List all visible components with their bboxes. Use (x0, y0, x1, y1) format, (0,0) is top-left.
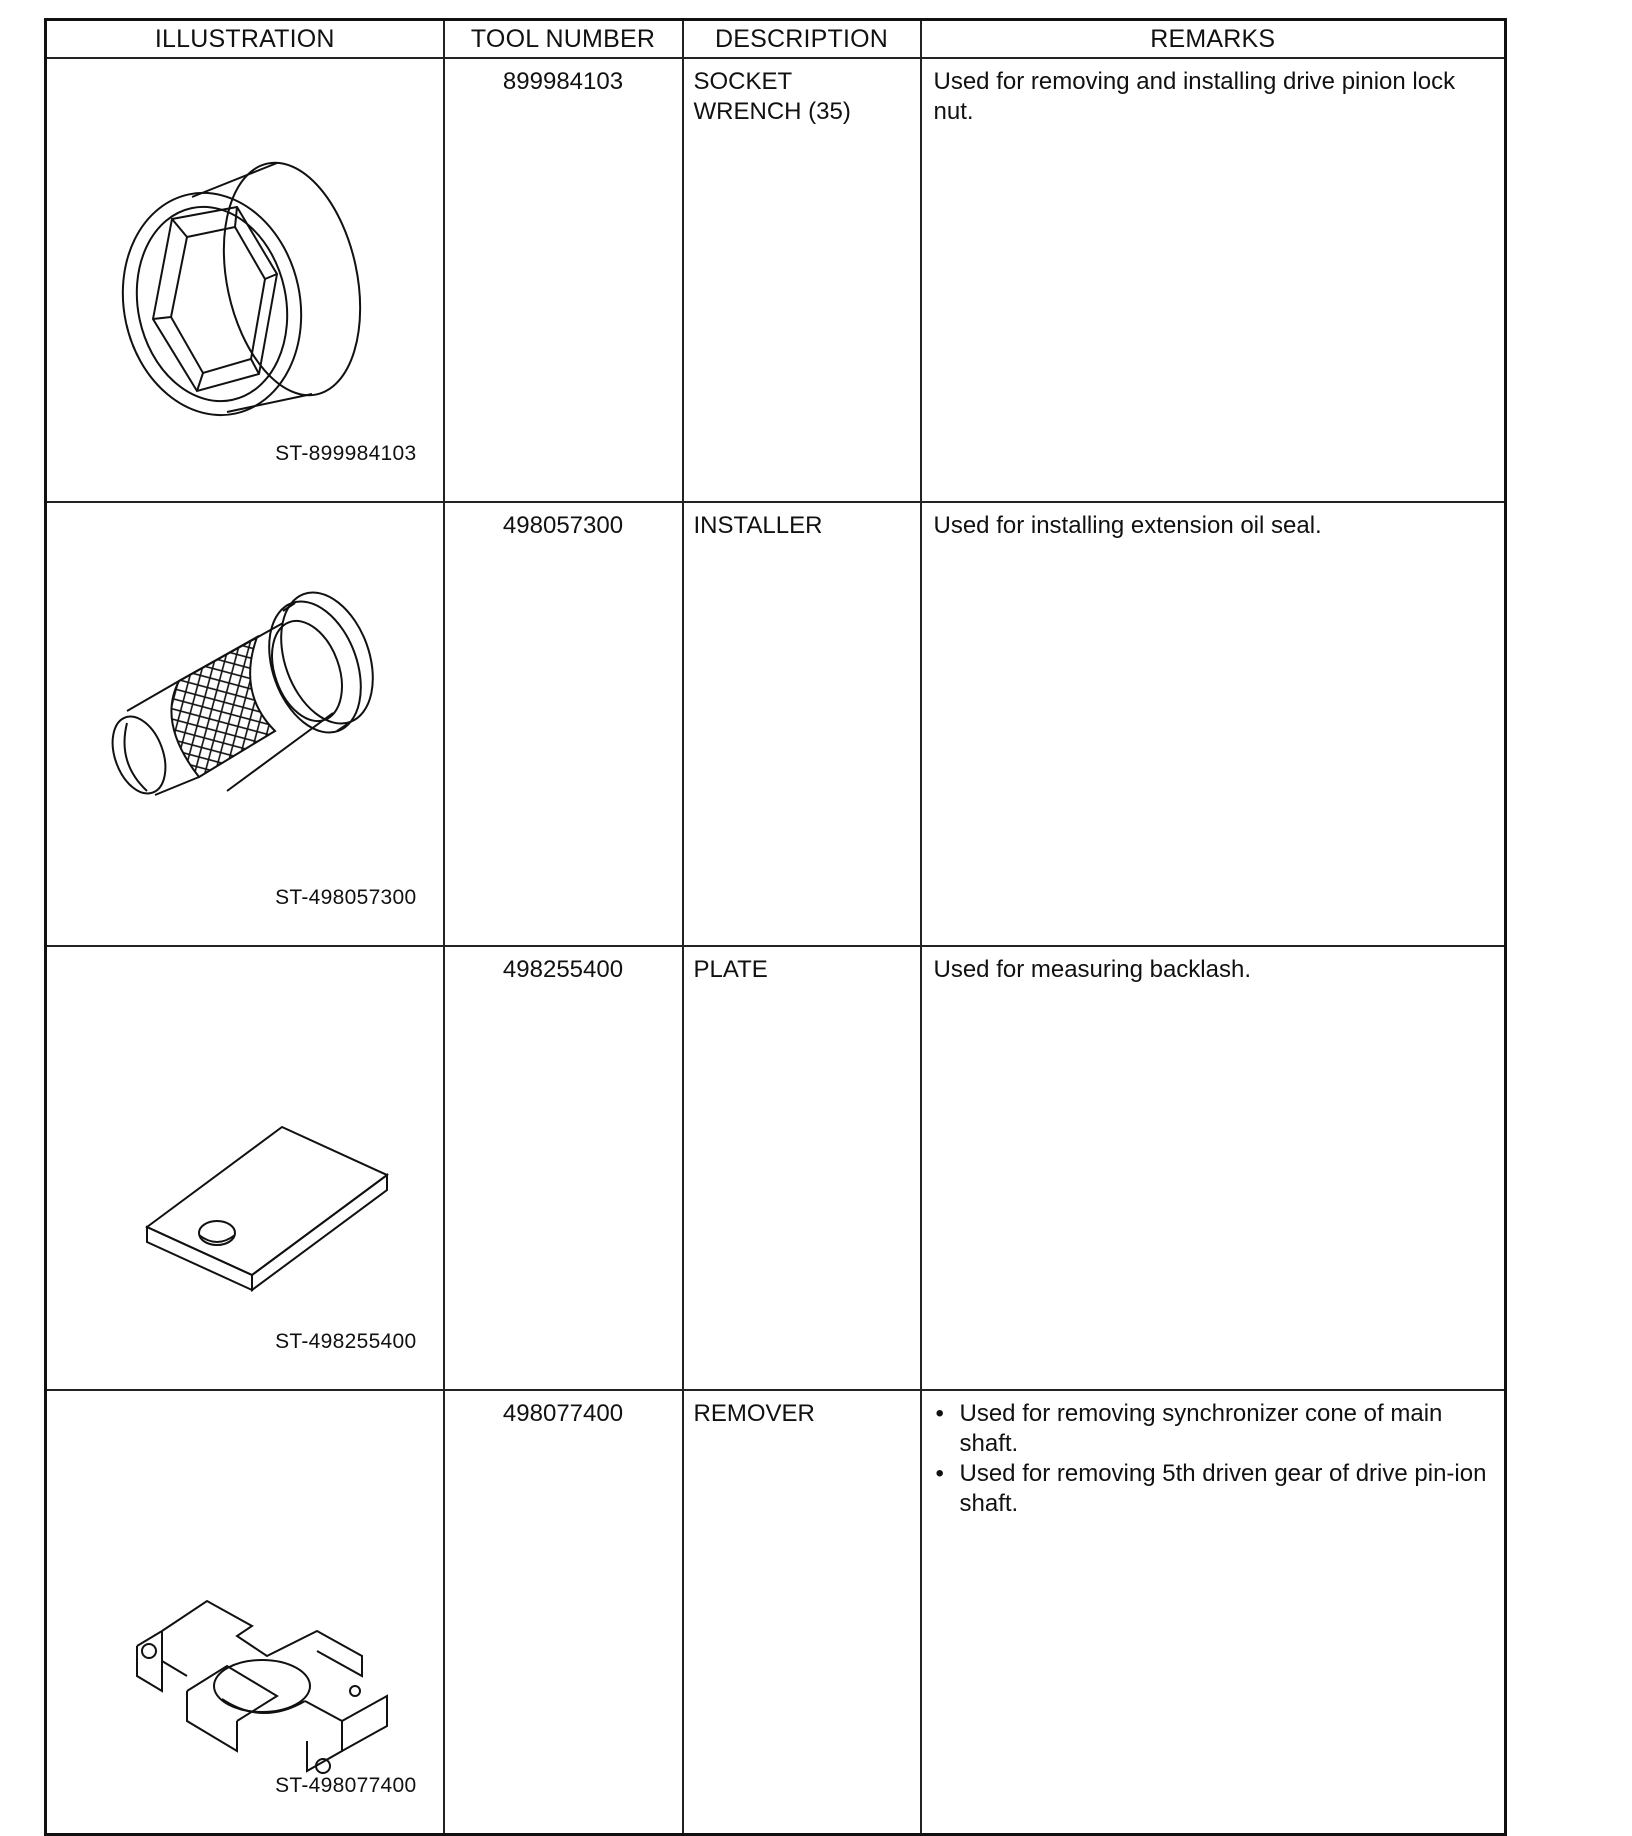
remark-text: Used for measuring backlash. (933, 956, 1251, 983)
description-cell (683, 502, 921, 946)
description-line: SOCKET (693, 68, 793, 95)
special-tools-sheet (44, 18, 1504, 1804)
header-tool-number: TOOL NUMBER (444, 20, 683, 59)
table-header-row (46, 20, 1506, 59)
remarks-cell (921, 946, 1506, 1390)
bullet-icon: • (935, 1400, 944, 1427)
installer-icon (87, 563, 407, 893)
remark-text: Used for installing extension oil seal. (933, 512, 1322, 539)
illustration-caption: ST-899984103 (275, 442, 417, 465)
list-item (934, 1399, 1493, 1459)
description-cell (683, 1390, 921, 1835)
description-line: PLATE (693, 956, 768, 983)
tool-number-cell: 899984103 (444, 58, 683, 502)
illustration-cell (46, 946, 444, 1390)
description-cell (683, 58, 921, 502)
tool-number-cell: 498077400 (444, 1390, 683, 1835)
illustration-cell (46, 58, 444, 502)
table-row (46, 58, 1506, 502)
bullet-icon: • (935, 1460, 944, 1487)
description-line: INSTALLER (693, 512, 823, 539)
table-row (46, 1390, 1506, 1835)
remarks-list (934, 1399, 1493, 1519)
illustration-cell (46, 1390, 444, 1835)
remark-text: Used for removing 5th driven gear of drive pin-ion shaft. (959, 1460, 1487, 1517)
remarks-cell (921, 1390, 1506, 1835)
description-line: WRENCH (35) (693, 98, 851, 125)
remarks-cell (921, 58, 1506, 502)
illustration-caption: ST-498077400 (275, 1774, 417, 1797)
table-row (46, 946, 1506, 1390)
description-cell (683, 946, 921, 1390)
header-illustration: ILLUSTRATION (46, 20, 444, 59)
remarks-cell (921, 502, 1506, 946)
header-description: DESCRIPTION (683, 20, 921, 59)
tool-number-cell: 498057300 (444, 502, 683, 946)
illustration-caption: ST-498255400 (275, 1330, 417, 1353)
table-row (46, 502, 1506, 946)
illustration-cell (46, 502, 444, 946)
socket-wrench-icon (87, 119, 407, 449)
illustration-caption: ST-498057300 (275, 886, 417, 909)
special-tools-table (44, 18, 1507, 1836)
description-line: REMOVER (693, 1400, 815, 1427)
plate-icon (87, 1007, 407, 1337)
remark-text: Used for removing synchronizer cone of main shaft. (959, 1400, 1443, 1457)
remark-text: Used for removing and installing drive pinion lock nut. (933, 68, 1456, 125)
header-remarks: REMARKS (921, 20, 1506, 59)
remover-icon (87, 1451, 407, 1781)
list-item (934, 1459, 1493, 1519)
tool-number-cell: 498255400 (444, 946, 683, 1390)
